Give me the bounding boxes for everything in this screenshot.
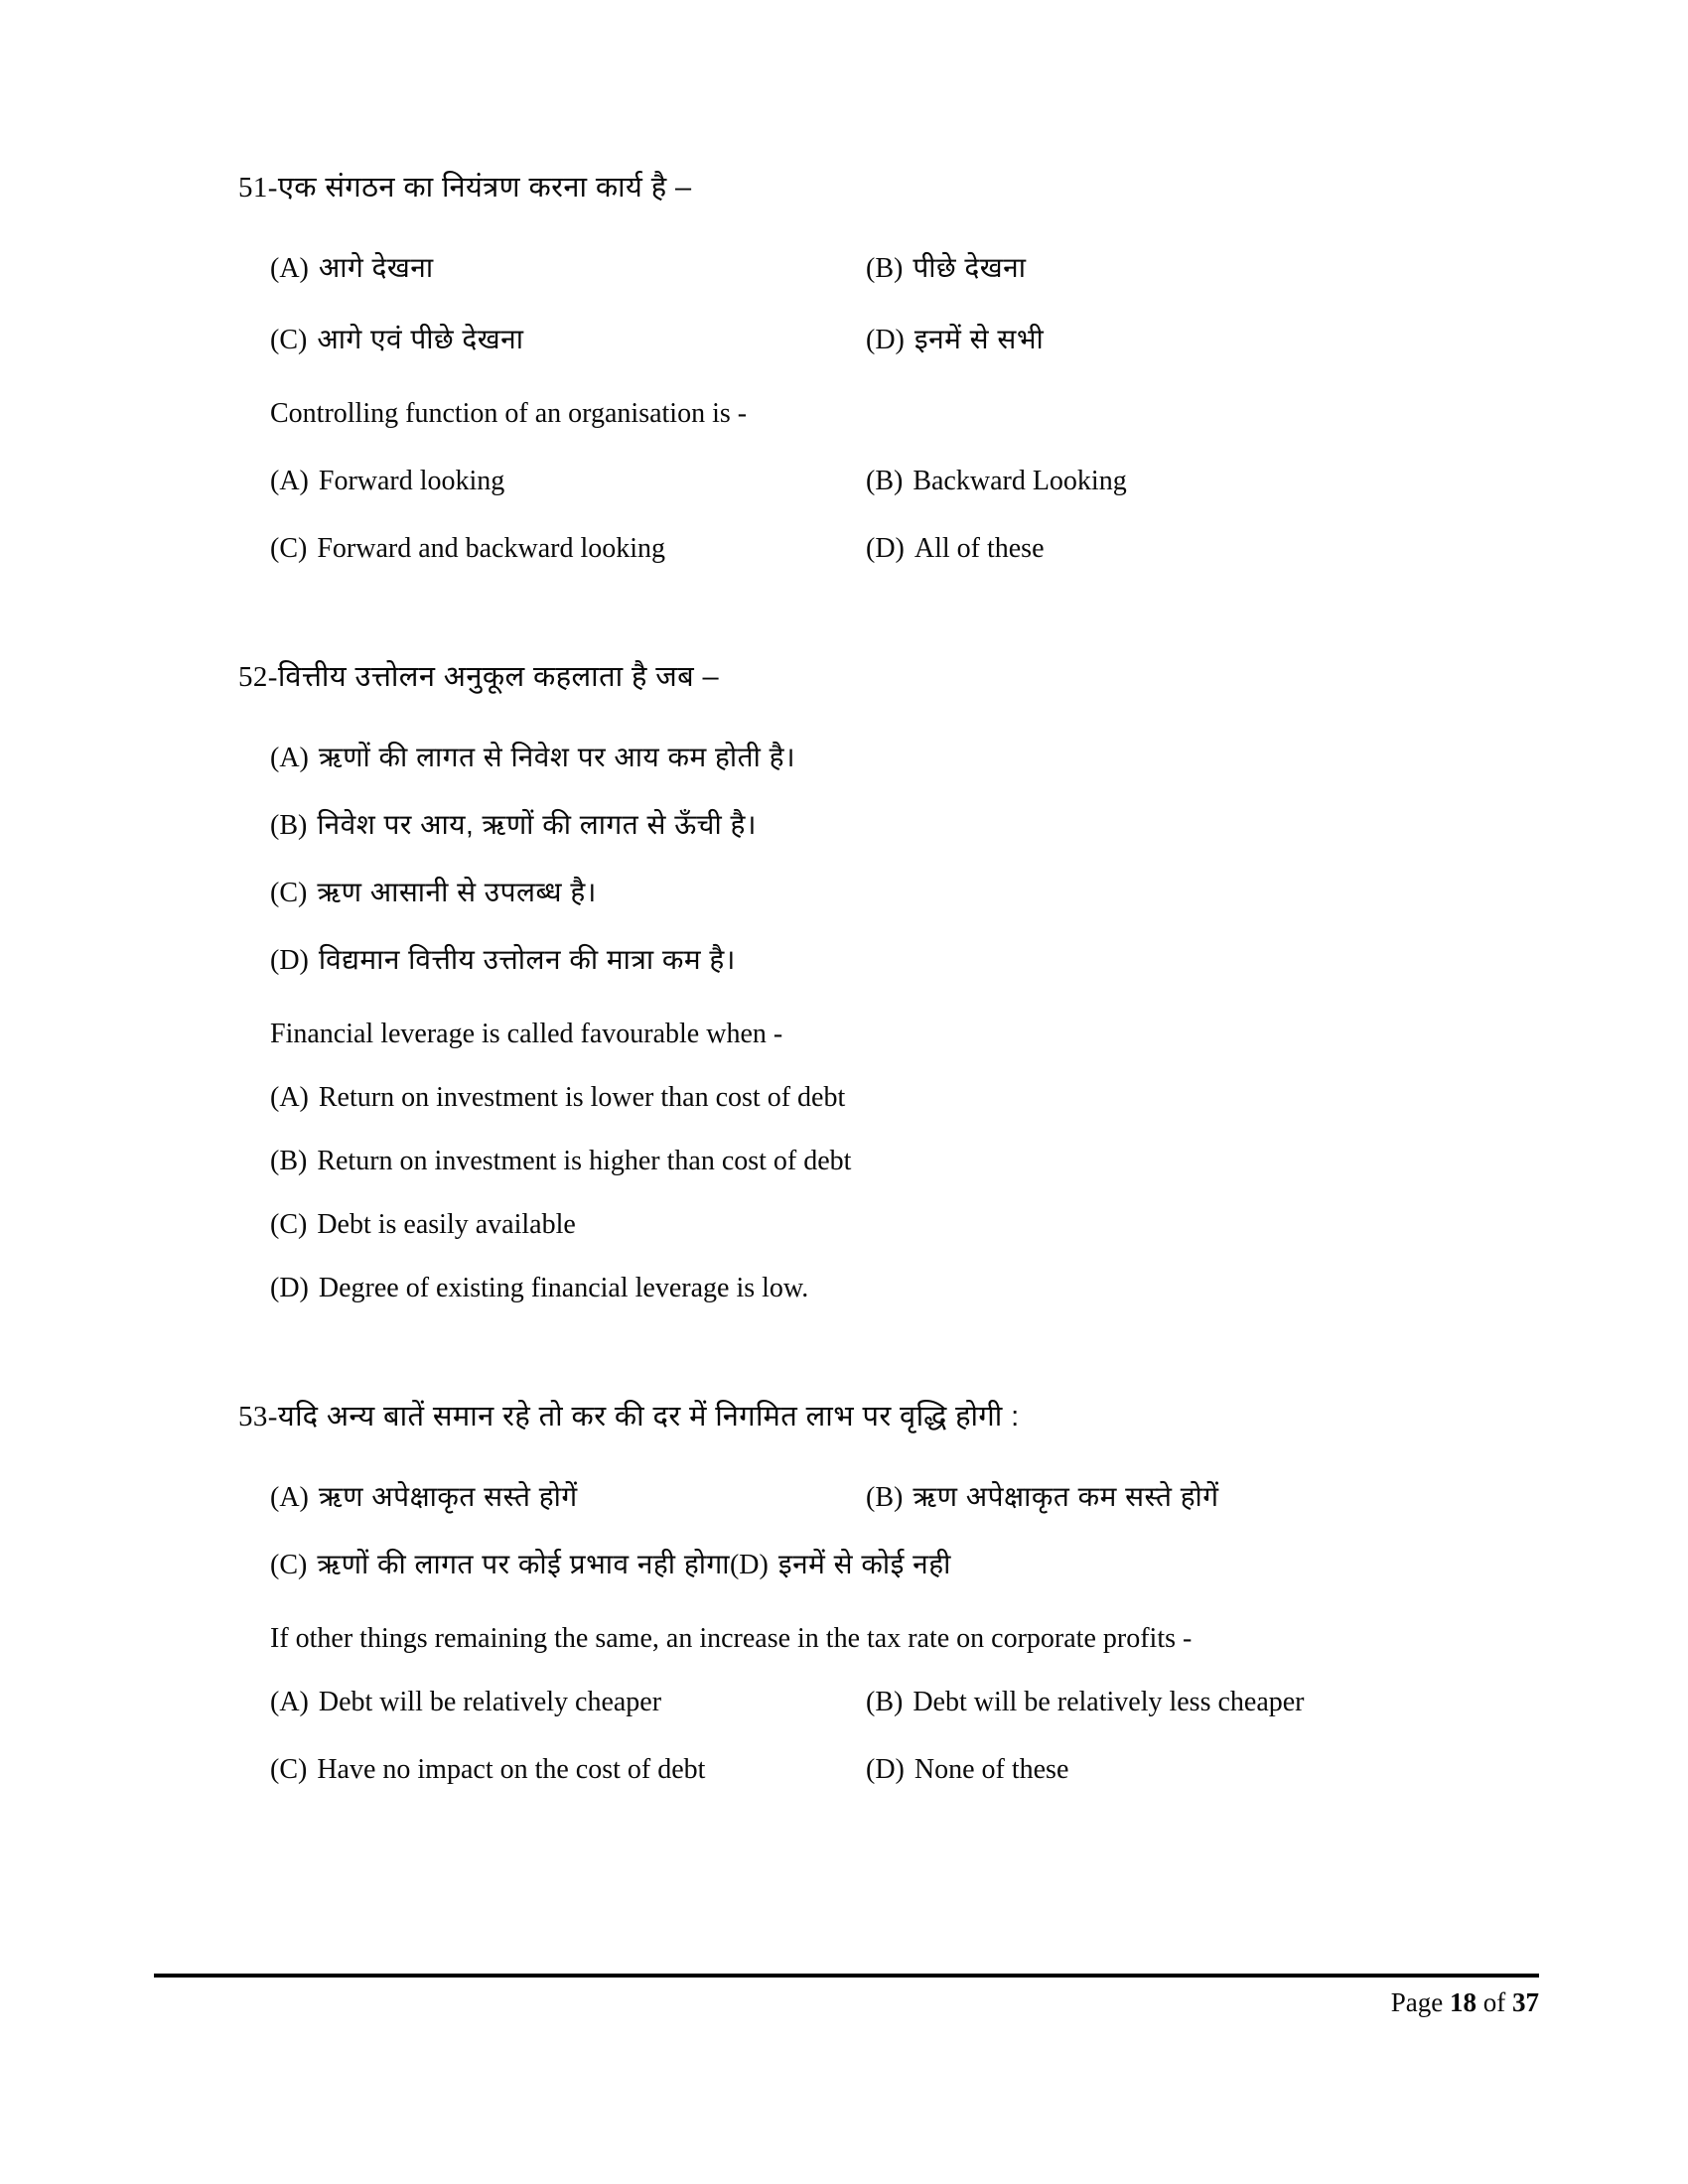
question-52-english-option-a-row (238, 1073, 1479, 1123)
option-label: (B) (866, 466, 904, 496)
question-separator-51-52 (238, 574, 1479, 663)
option-text: Backward Looking (913, 466, 1127, 496)
option-label: (C) (270, 325, 308, 355)
page-number: 18 (1450, 1987, 1477, 2017)
question-52-hindi-option-d-row (238, 934, 1479, 984)
option-text: All of these (914, 533, 1045, 564)
question-51-english-options-row-2 (238, 524, 1479, 574)
option-text: Degree of existing financial leverage is low. (318, 1273, 809, 1303)
option-text: Debt will be relatively cheaper (318, 1687, 662, 1717)
question-51-option-en-d[interactable] (866, 533, 1501, 565)
question-53-option-hi-c[interactable] (270, 1545, 730, 1582)
option-text: Forward and backward looking (317, 533, 666, 564)
option-text: विद्यमान वित्तीय उत्तोलन की मात्रा कम है। (318, 944, 736, 975)
question-51-number: 51- (238, 172, 278, 204)
option-text: ऋण अपेक्षाकृत कम सस्ते होगें (913, 1481, 1219, 1512)
option-label: (C) (270, 878, 308, 908)
option-text: Forward looking (318, 466, 505, 496)
option-label: (B) (866, 253, 904, 284)
question-52-hindi-option-b-row (238, 799, 1479, 849)
question-53-option-hi-d[interactable] (730, 1545, 951, 1582)
questions-container (238, 174, 1479, 1795)
question-53-english-options-row-2 (238, 1745, 1479, 1795)
option-label: (C) (270, 1209, 308, 1240)
question-52-english-option-c-row (238, 1200, 1479, 1250)
option-text: इनमें से कोई नही (777, 1549, 951, 1579)
option-text: Return on investment is higher than cost of debt (317, 1146, 852, 1176)
footer-divider (154, 1974, 1539, 1978)
question-53-stem-hindi (238, 1403, 1479, 1432)
question-52-stem-hindi-text: वित्तीय उत्तोलन अनुकूल कहलाता है जब – (277, 661, 720, 693)
option-text: Debt will be relatively less cheaper (913, 1687, 1305, 1717)
page-total: 37 (1512, 1987, 1539, 2017)
question-53-option-en-d[interactable] (866, 1754, 1501, 1786)
option-text: ऋणों की लागत से निवेश पर आय कम होती है। (318, 742, 796, 772)
question-51-option-hi-b[interactable] (866, 248, 1501, 286)
question-51-hindi-options-row-2 (238, 314, 1479, 363)
option-label: (B) (866, 1687, 904, 1717)
question-52-stem-hindi (238, 663, 1479, 692)
question-52-stem-english: Financial leverage is called favourable when - (270, 1019, 783, 1049)
question-51-stem-english: Controlling function of an organisation is - (270, 398, 748, 429)
question-52-option-en-c[interactable] (270, 1209, 576, 1241)
option-text: इनमें से सभी (914, 324, 1045, 354)
option-label: (C) (270, 533, 308, 564)
option-label: (C) (270, 1754, 308, 1785)
question-52-english-option-b-row (238, 1137, 1479, 1186)
option-text: ऋण अपेक्षाकृत सस्ते होगें (318, 1481, 578, 1512)
question-51-stem-hindi-text: एक संगठन का नियंत्रण करना कार्य है – (277, 172, 692, 204)
option-label: (D) (270, 1273, 309, 1303)
question-53-number: 53- (238, 1401, 278, 1433)
option-label: (D) (866, 533, 905, 564)
question-52-option-hi-b[interactable] (270, 805, 757, 843)
question-51-stem-hindi (238, 174, 1479, 203)
option-label: (B) (270, 810, 308, 841)
page-label-middle: of (1482, 1987, 1506, 2017)
option-text: आगे एवं पीछे देखना (317, 324, 524, 354)
option-text: निवेश पर आय, ऋणों की लागत से ऊँची है। (317, 809, 757, 840)
option-label: (A) (270, 466, 309, 496)
question-52-hindi-option-a-row (238, 732, 1479, 781)
question-51-option-en-c[interactable] (270, 533, 866, 565)
question-51-hindi-options-row-1 (238, 242, 1479, 292)
option-label: (A) (270, 1482, 309, 1513)
question-51-option-hi-a[interactable] (270, 248, 866, 286)
question-51-option-hi-d[interactable] (866, 320, 1501, 357)
option-label: (D) (729, 1550, 769, 1580)
question-52-option-en-b[interactable] (270, 1146, 851, 1177)
question-52-option-hi-d[interactable] (270, 940, 736, 978)
option-label: (A) (270, 743, 309, 773)
question-53-option-en-a[interactable] (270, 1687, 866, 1718)
question-53-hindi-options-row-1 (238, 1471, 1479, 1521)
question-53-option-hi-b[interactable] (866, 1477, 1501, 1515)
option-label: (B) (270, 1146, 308, 1176)
option-text: पीछे देखना (913, 252, 1027, 283)
question-51-option-hi-c[interactable] (270, 320, 866, 357)
question-52-english-option-d-row (238, 1264, 1479, 1313)
option-text: ऋणों की लागत पर कोई प्रभाव नही होगा (317, 1549, 730, 1579)
option-text: Return on investment is lower than cost of debt (318, 1082, 846, 1113)
question-52-option-hi-a[interactable] (270, 738, 795, 775)
option-text: आगे देखना (318, 252, 434, 283)
option-text: Have no impact on the cost of debt (317, 1754, 706, 1785)
question-53 (238, 1403, 1479, 1795)
question-51-english-options-row-1 (238, 457, 1479, 506)
option-text: Debt is easily available (317, 1209, 576, 1240)
question-52-number: 52- (238, 661, 278, 693)
question-separator-52-53 (238, 1313, 1479, 1403)
option-label: (A) (270, 253, 309, 284)
question-53-english-options-row-1 (238, 1678, 1479, 1727)
option-label: (B) (866, 1482, 904, 1513)
option-label: (A) (270, 1082, 309, 1113)
question-52 (238, 663, 1479, 1313)
question-53-hindi-options-row-2 (238, 1539, 1479, 1588)
question-53-option-en-c[interactable] (270, 1754, 866, 1786)
page-footer (154, 1987, 1539, 2018)
option-label: (A) (270, 1687, 309, 1717)
question-51-option-en-b[interactable] (866, 466, 1501, 497)
question-53-stem-english: If other things remaining the same, an increase in the tax rate on corporate profits - (270, 1623, 1193, 1654)
question-52-option-en-a[interactable] (270, 1082, 845, 1114)
option-label: (D) (866, 1754, 905, 1785)
question-51 (238, 174, 1479, 574)
question-53-stem-hindi-text: यदि अन्य बातें समान रहे तो कर की दर में निगमित लाभ पर वृद्धि होगी : (277, 1401, 1020, 1433)
page-label-prefix: Page (1390, 1987, 1444, 2017)
question-52-option-en-d[interactable] (270, 1273, 808, 1304)
option-text: ऋण आसानी से उपलब्ध है। (317, 877, 597, 907)
question-52-hindi-option-c-row (238, 867, 1479, 916)
option-text: None of these (914, 1754, 1069, 1785)
question-53-option-en-b[interactable] (866, 1687, 1501, 1718)
option-label: (C) (270, 1550, 308, 1580)
option-label: (D) (270, 945, 309, 976)
question-52-option-hi-c[interactable] (270, 873, 597, 910)
option-label: (D) (866, 325, 905, 355)
question-51-option-en-a[interactable] (270, 466, 866, 497)
question-53-option-hi-a[interactable] (270, 1477, 866, 1515)
